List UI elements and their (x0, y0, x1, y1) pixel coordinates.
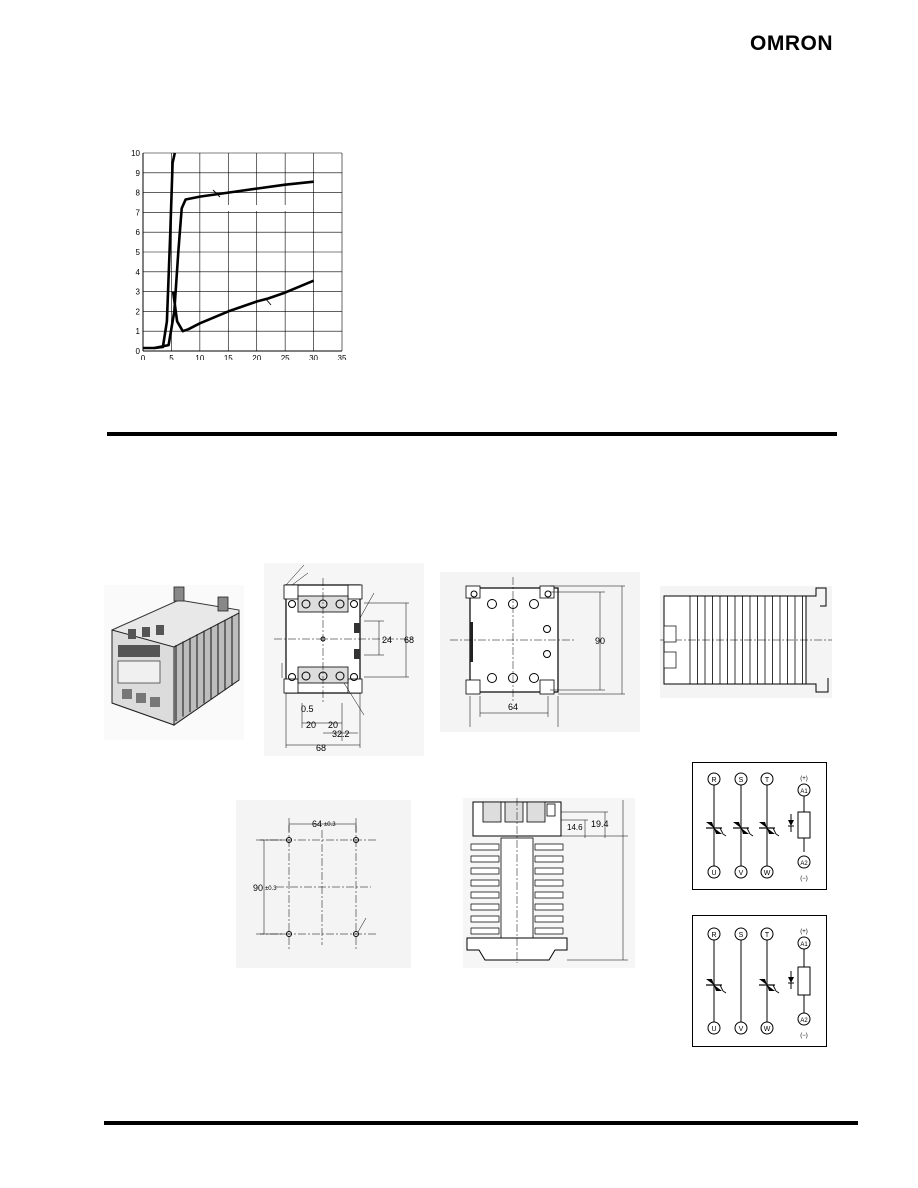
y-tick-label: 2 (135, 307, 140, 317)
dim-19-4: 19.4 (591, 819, 609, 829)
x-tick-label: 0 (140, 354, 146, 360)
front-view-drawing (264, 563, 424, 756)
dim-0-5: 0.5 (301, 704, 314, 714)
base-view-drawing (440, 572, 640, 732)
x-tick-label: 35 (337, 354, 347, 360)
y-tick-label: 9 (135, 168, 140, 178)
x-tick-label: 20 (252, 354, 262, 360)
dim-90: 90 (595, 636, 606, 646)
polarity-minus: (−) (800, 1033, 808, 1039)
y-tick-label: 10 (131, 149, 140, 158)
circuit-diagram-2 (692, 915, 827, 1047)
polarity-plus: (+) (800, 929, 808, 935)
dim-20-a: 20 (306, 720, 317, 730)
terminal-top-3: T (764, 777, 770, 784)
dim-64: 64 (508, 702, 519, 712)
y-tick-label: 0 (135, 347, 140, 356)
y-tick-label: 5 (135, 248, 140, 257)
terminal-top-2: S (738, 932, 744, 939)
x-tick-label: 5 (169, 354, 174, 360)
terminal-top-3: T (764, 932, 770, 939)
terminal-a1: A1 (800, 789, 808, 795)
characteristic-chart (125, 145, 350, 360)
x-tick-label: 30 (309, 354, 319, 360)
omron-logo: OMRON (750, 32, 833, 55)
terminal-bottom-2: V (738, 1026, 744, 1033)
y-tick-label: 7 (135, 208, 140, 218)
y-tick-label: 1 (135, 327, 140, 337)
series-line-1 (143, 153, 175, 348)
polarity-minus: (−) (800, 876, 808, 882)
terminal-bottom-3: W (763, 1026, 771, 1033)
terminal-bottom-1: U (711, 870, 717, 877)
footer-divider (104, 1121, 858, 1125)
terminal-bottom-3: W (763, 870, 771, 877)
series-line-3 (173, 281, 314, 332)
y-tick-label: 6 (135, 228, 140, 238)
x-tick-label: 15 (223, 354, 233, 360)
y-tick-label: 8 (135, 188, 140, 198)
dim-64-tolerance: ±0.3 (324, 822, 336, 828)
heatsink-side-drawing (463, 798, 635, 968)
dim-32-2: 32.2 (332, 729, 350, 739)
terminal-top-1: R (711, 777, 717, 784)
x-tick-label: 10 (195, 354, 205, 360)
section-divider (107, 432, 837, 436)
dim-14-6: 14.6 (567, 823, 583, 832)
y-tick-label: 3 (135, 287, 140, 297)
terminal-bottom-1: U (711, 1026, 717, 1033)
chart-tick-labels (131, 149, 347, 360)
mounting-holes-drawing (236, 800, 411, 968)
circuit-diagram-1 (692, 762, 827, 890)
dim-68-height: 68 (404, 635, 415, 645)
x-tick-label: 25 (280, 354, 290, 360)
terminal-a2: A2 (800, 1018, 808, 1024)
dim-24: 24 (382, 635, 393, 645)
terminal-a1: A1 (800, 942, 808, 948)
dim-68-width: 68 (316, 743, 327, 753)
y-tick-label: 4 (135, 267, 140, 277)
terminal-a2: A2 (800, 861, 808, 867)
dim-90-tolerance: ±0.3 (265, 886, 277, 892)
dim-20-b: 20 (328, 720, 339, 730)
dim-64-mount: 64 (312, 819, 323, 829)
side-view-drawing (660, 586, 832, 698)
terminal-top-2: S (738, 777, 744, 784)
terminal-top-1: R (711, 932, 717, 939)
product-photo (104, 585, 244, 740)
terminal-bottom-2: V (738, 870, 744, 877)
dim-90-mount: 90 (253, 883, 264, 893)
polarity-plus: (+) (800, 776, 808, 782)
